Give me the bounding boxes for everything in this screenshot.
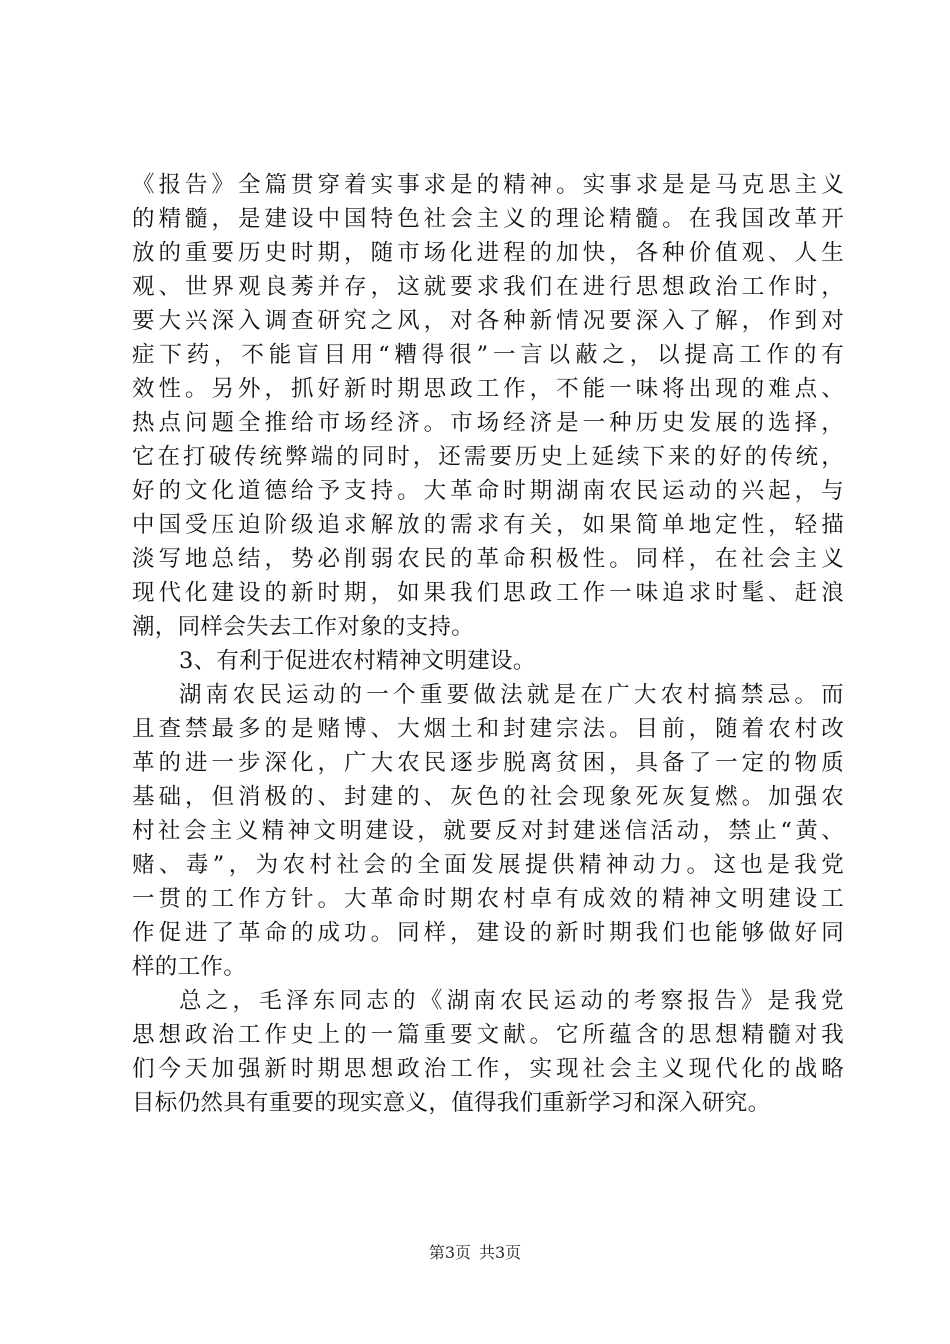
text-line: 的精髓，是建设中国特色社会主义的理论精髓。在我国改革开	[132, 206, 844, 232]
text-line: 且查禁最多的是赌博、大烟土和封建宗法。目前，随着农村改	[132, 716, 844, 742]
text-line: 观、世界观良莠并存，这就要求我们在进行思想政治工作时，	[132, 274, 844, 300]
page-number: 第3页	[428, 1243, 471, 1262]
paragraph	[132, 678, 844, 984]
text-line: 目标仍然具有重要的现实意义，值得我们重新学习和深入研究。	[132, 1090, 771, 1116]
text-line: 革的进一步深化，广大农民逐步脱离贫困，具备了一定的物质	[132, 750, 844, 776]
text-line: 《报告》全篇贯穿着实事求是的精神。实事求是是马克思主义	[132, 172, 844, 198]
text-line: 湖南农民运动的一个重要做法就是在广大农村搞禁忌。而	[179, 682, 844, 708]
paragraph	[132, 984, 844, 1120]
text-line: 一贯的工作方针。大革命时期农村卓有成效的精神文明建设工	[132, 886, 844, 912]
text-line: 效性。另外，抓好新时期思政工作，不能一味将出现的难点、	[132, 376, 844, 402]
text-line: 要大兴深入调查研究之风，对各种新情况要深入了解，作到对	[132, 308, 844, 334]
text-line: 潮，同样会失去工作对象的支持。	[132, 614, 475, 640]
text-line: 中国受压迫阶级追求解放的需求有关，如果简单地定性，轻描	[132, 512, 844, 538]
paragraph	[132, 168, 844, 644]
text-line: 作促进了革命的成功。同样，建设的新时期我们也能够做好同	[132, 920, 844, 946]
text-line: 好的文化道德给予支持。大革命时期湖南农民运动的兴起，与	[132, 478, 844, 504]
text-line: 它在打破传统弊端的同时，还需要历史上延续下来的好的传统，	[132, 444, 844, 470]
page-total: 共3页	[479, 1243, 522, 1262]
text-line: 症下药，不能盲目用“糟得很”一言以蔽之，以提高工作的有	[132, 342, 844, 368]
document-body	[132, 168, 844, 1120]
page-footer	[0, 1243, 950, 1263]
text-line: 放的重要历史时期，随市场化进程的加快，各种价值观、人生	[132, 240, 844, 266]
text-line: 基础，但消极的、封建的、灰色的社会现象死灰复燃。加强农	[132, 784, 844, 810]
text-line: 思想政治工作史上的一篇重要文献。它所蕴含的思想精髓对我	[132, 1022, 844, 1048]
text-line: 总之，毛泽东同志的《湖南农民运动的考察报告》是我党	[179, 988, 844, 1014]
text-line: 现代化建设的新时期，如果我们思政工作一味追求时髦、赶浪	[132, 580, 844, 606]
text-line: 3、有利于促进农村精神文明建设。	[179, 648, 536, 674]
text-line: 淡写地总结，势必削弱农民的革命积极性。同样，在社会主义	[132, 546, 844, 572]
text-line: 们今天加强新时期思想政治工作，实现社会主义现代化的战略	[132, 1056, 844, 1082]
text-line: 样的工作。	[132, 954, 247, 980]
section-heading	[132, 644, 844, 678]
text-line: 赌、毒”，为农村社会的全面发展提供精神动力。这也是我党	[132, 852, 844, 878]
text-line: 热点问题全推给市场经济。市场经济是一种历史发展的选择，	[132, 410, 844, 436]
text-line: 村社会主义精神文明建设，就要反对封建迷信活动，禁止“黄、	[132, 818, 844, 844]
